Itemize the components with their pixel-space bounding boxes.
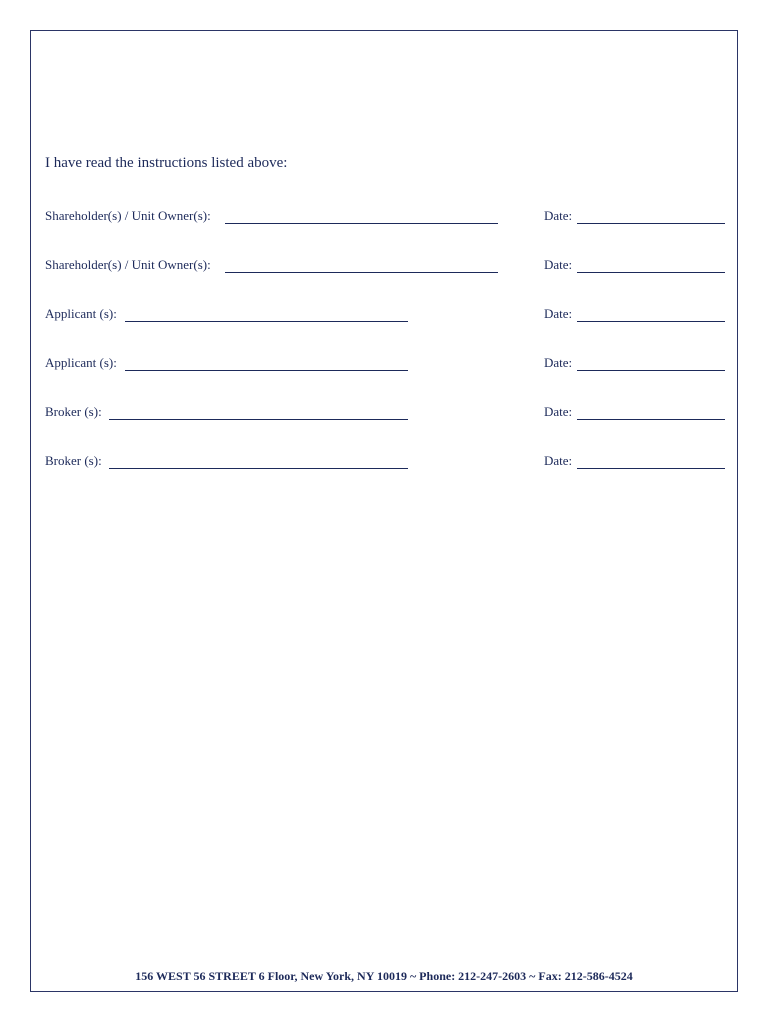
broker-signature-line[interactable] — [109, 419, 408, 420]
broker-signature-line[interactable] — [109, 468, 408, 469]
date-line[interactable] — [577, 419, 725, 420]
shareholder-signature-line[interactable] — [225, 223, 498, 224]
shareholder-label: Shareholder(s) / Unit Owner(s): — [45, 208, 211, 223]
date-line[interactable] — [577, 223, 725, 224]
shareholder-label: Shareholder(s) / Unit Owner(s): — [45, 257, 211, 272]
date-line[interactable] — [577, 272, 725, 273]
date-label: Date: — [544, 453, 573, 468]
page-border — [30, 30, 738, 992]
broker-label: Broker (s): — [45, 404, 102, 419]
date-label: Date: — [544, 257, 573, 272]
applicant-label: Applicant (s): — [45, 306, 117, 321]
date-line[interactable] — [577, 468, 725, 469]
broker-label: Broker (s): — [45, 453, 102, 468]
date-line[interactable] — [577, 370, 725, 371]
intro-statement: I have read the instructions listed above: — [45, 155, 288, 171]
date-label: Date: — [544, 306, 573, 321]
date-line[interactable] — [577, 321, 725, 322]
shareholder-signature-line[interactable] — [225, 272, 498, 273]
footer-address: 156 WEST 56 STREET 6 Floor, New York, NY 10019 ~ Phone: 212-247-2603 ~ Fax: 212-586-4524 — [135, 969, 633, 983]
date-label: Date: — [544, 355, 573, 370]
applicant-label: Applicant (s): — [45, 355, 117, 370]
applicant-signature-line[interactable] — [125, 370, 408, 371]
date-label: Date: — [544, 208, 573, 223]
date-label: Date: — [544, 404, 573, 419]
applicant-signature-line[interactable] — [125, 321, 408, 322]
